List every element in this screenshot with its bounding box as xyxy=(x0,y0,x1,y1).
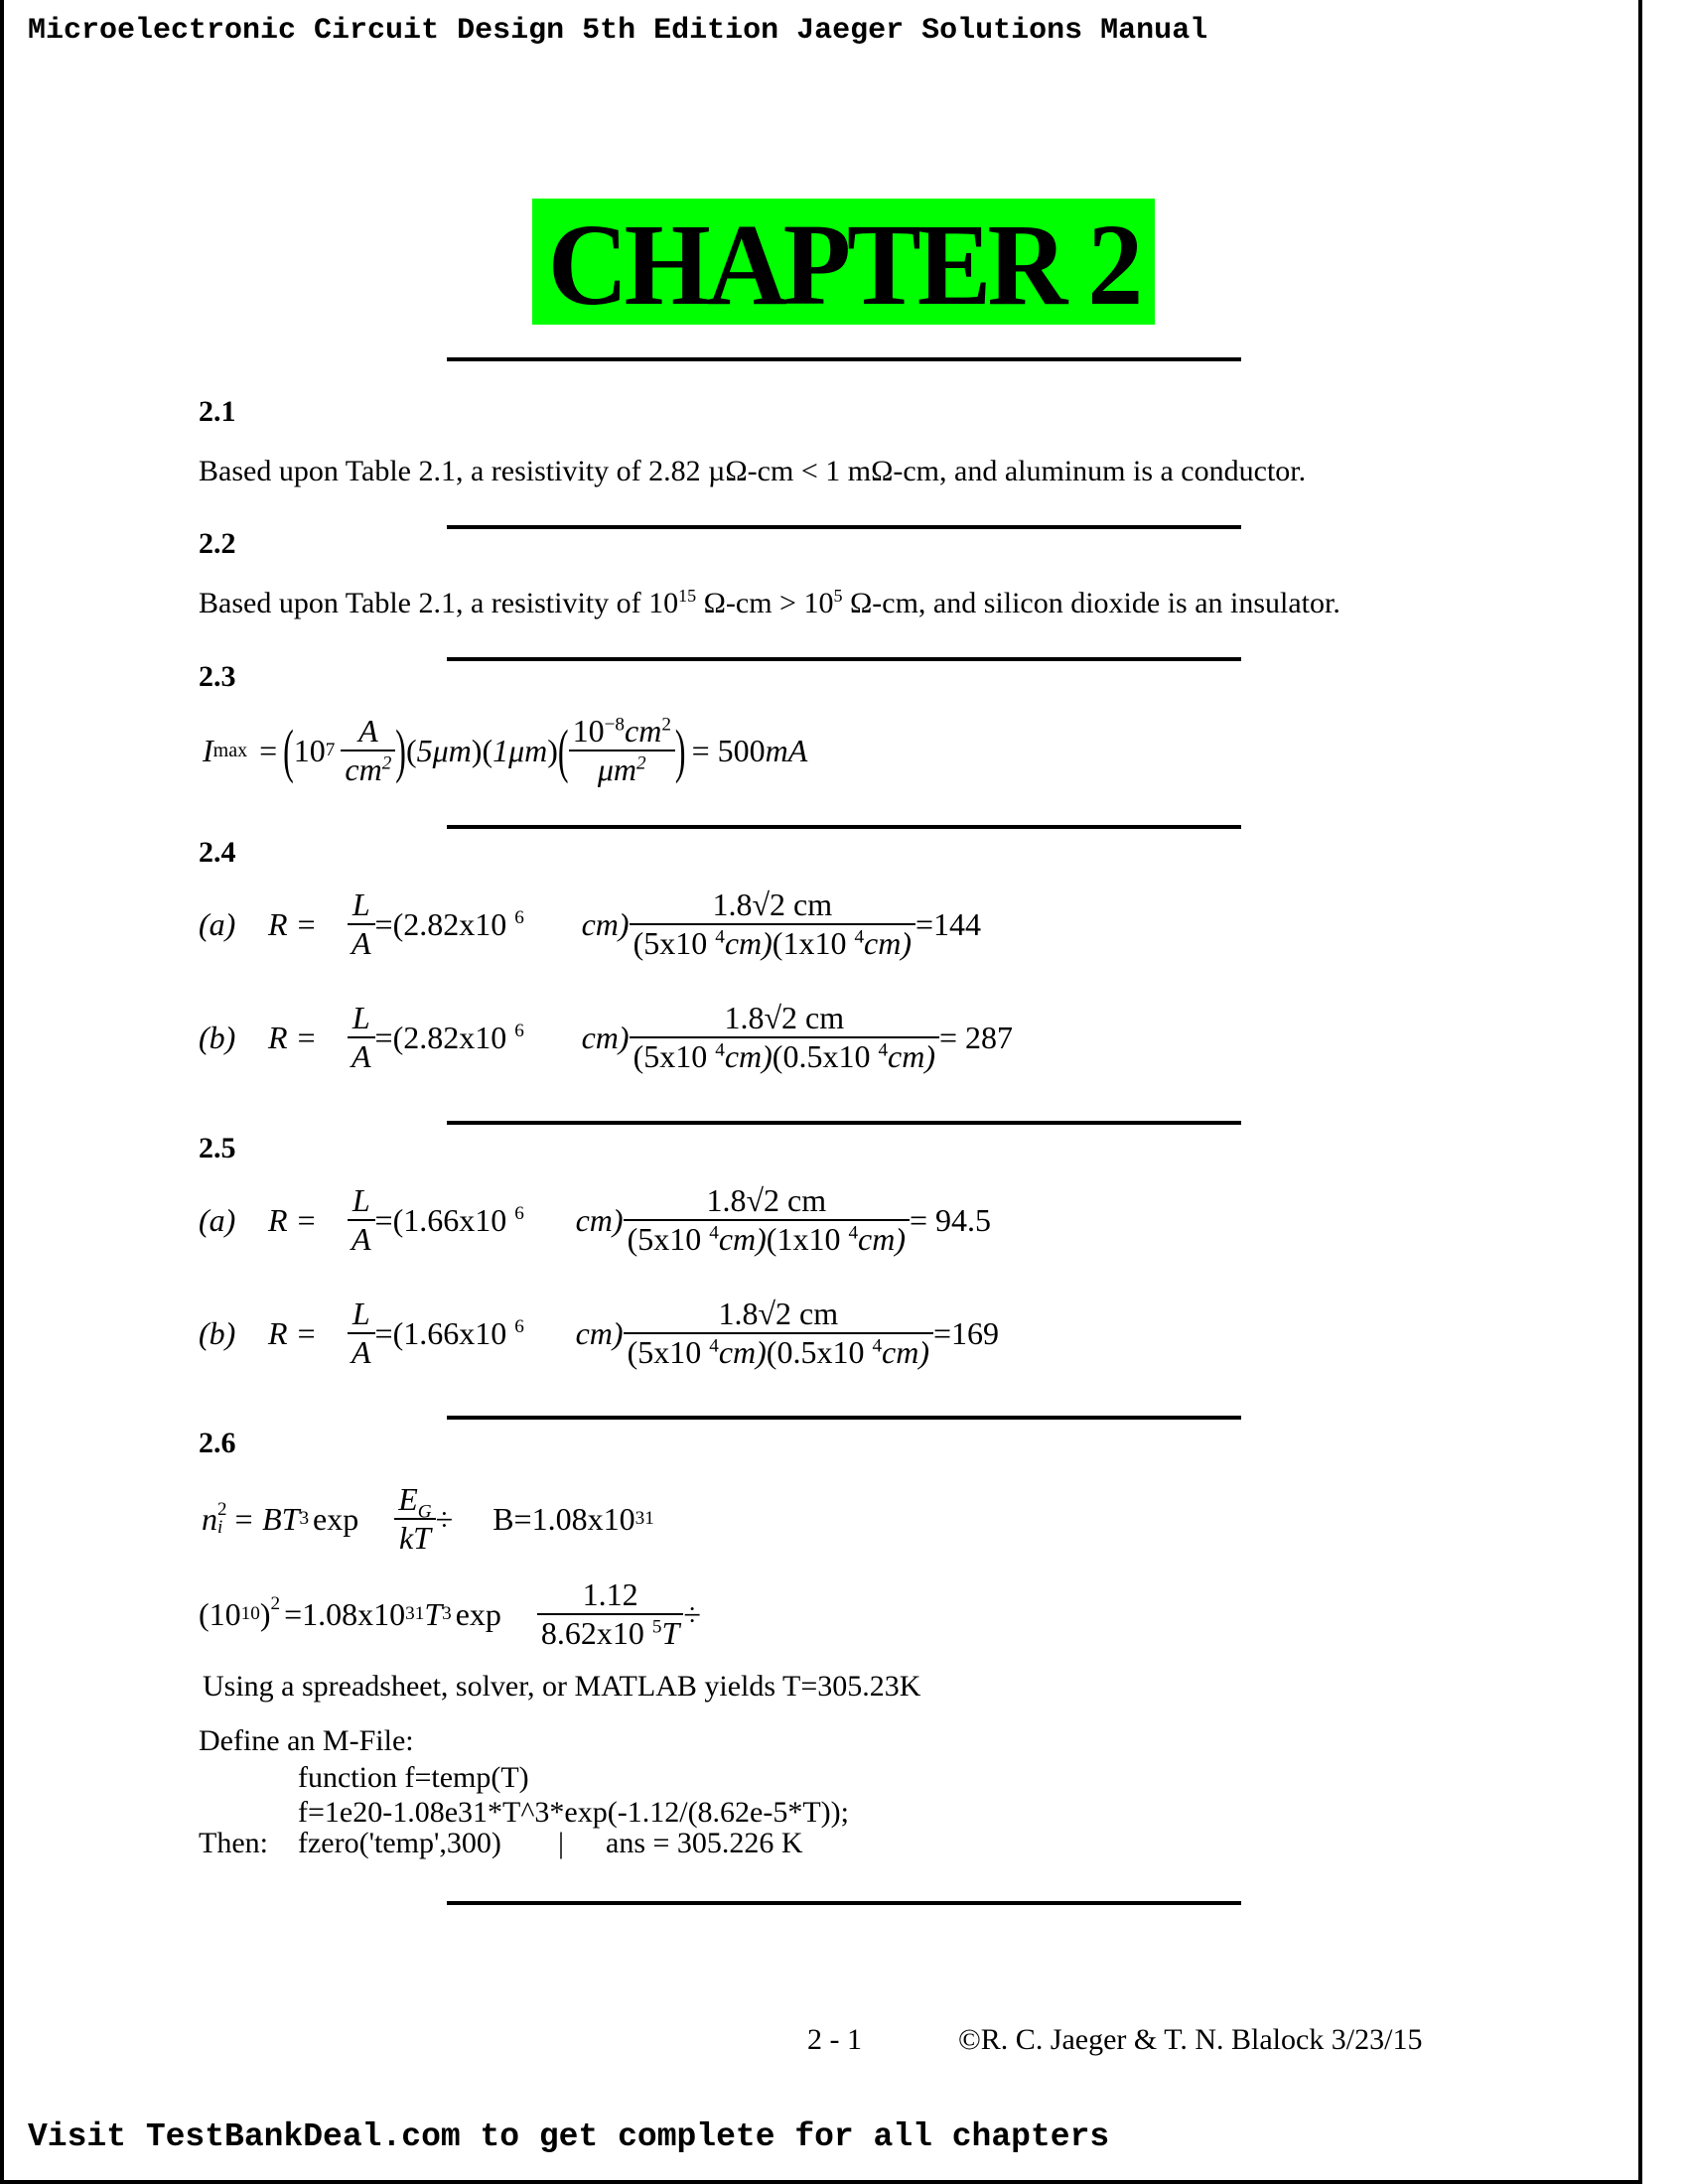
sub-sup xyxy=(217,1501,227,1537)
text-segment: Ω-cm > 10 xyxy=(696,587,834,619)
paren-close: ) xyxy=(547,732,558,768)
problem-2-6-equation-2: (10 10 ) $^2$ =1.08x10 31 T 3 exp $\frac{1.12}{8.62x10 ^5T}$ ÷ xyxy=(199,1576,701,1651)
den-unit: cm) xyxy=(718,1221,767,1257)
num-text: 10 xyxy=(572,713,605,749)
numerator: L xyxy=(352,1296,370,1331)
divider-rule xyxy=(447,1901,1241,1905)
den-text: (1x10 xyxy=(772,925,847,961)
exponent: 4 xyxy=(848,1222,859,1244)
exponent: 4 xyxy=(709,1335,719,1357)
eq-unit: mA xyxy=(765,732,808,768)
exponent: 4 xyxy=(872,1335,883,1357)
then-answer: ans = 305.226 K xyxy=(606,1827,803,1859)
numerator: 1.8√2 cm xyxy=(706,1182,827,1218)
denominator: A xyxy=(348,923,375,962)
eq-rhs: =1.08x10 xyxy=(284,1595,406,1632)
eq-equals: = xyxy=(374,1201,393,1238)
rho-value xyxy=(393,1020,542,1056)
problem-2-3-equation: I max = ( 10 7 $\frac{A}{cm^2}$ ) ( 5μm ) ( 1μm ) ( $\frac{10^{-8}cm^2}{\mu m^2}$ ) = 500 mA xyxy=(203,713,808,787)
eq-exp: exp xyxy=(455,1595,501,1632)
divider-rule xyxy=(447,825,1241,829)
den-unit: cm) xyxy=(888,1038,935,1074)
problem-2-2-text xyxy=(199,587,1340,620)
exponent: 4 xyxy=(715,1039,725,1061)
exponent: 6 xyxy=(514,1202,524,1224)
paren-close: ) xyxy=(259,1595,271,1632)
code-line-2: f=1e20-1.08e31*T^3*exp(-1.12/(8.62e-5*T)); xyxy=(298,1796,849,1829)
part-tag: (b) xyxy=(199,1314,236,1351)
code-line-1: function f=temp(T) xyxy=(298,1761,529,1794)
problem-label-2-5: 2.5 xyxy=(199,1132,236,1164)
rho-text: (1.66x10 xyxy=(392,1314,507,1351)
exponent: 4 xyxy=(709,1222,719,1244)
eq-lhs: R = xyxy=(268,1314,318,1351)
numerator xyxy=(569,713,675,750)
rho-unit: cm) xyxy=(581,1019,630,1055)
divider-rule xyxy=(447,357,1241,361)
divider-rule xyxy=(447,1121,1241,1125)
rho-unit: cm) xyxy=(575,1314,624,1351)
paren-open: ( xyxy=(482,732,493,768)
problem-2-5a-equation xyxy=(199,1177,991,1263)
exponent: 2 xyxy=(217,1499,227,1520)
eq-symbol: I xyxy=(203,732,213,768)
divider-rule xyxy=(447,1416,1241,1420)
rho-value xyxy=(393,906,542,943)
eq-result: = 287 xyxy=(939,1019,1014,1055)
page-border-right xyxy=(1638,0,1642,2184)
rho-unit: cm) xyxy=(575,1201,624,1238)
denominator xyxy=(537,1613,683,1652)
den-text: (5x10 xyxy=(627,1221,702,1257)
numerator: 1.8√2 cm xyxy=(712,887,833,922)
eq-lhs: R = xyxy=(268,1019,318,1055)
den-text: (5x10 xyxy=(633,1038,708,1074)
exponent: 15 xyxy=(678,586,697,606)
eq-symbol: n xyxy=(202,1500,217,1537)
rho-text: (2.82x10 xyxy=(392,1019,507,1055)
fraction xyxy=(630,1000,939,1075)
rho-value xyxy=(393,1315,542,1352)
den-text: (5x10 xyxy=(627,1334,702,1370)
then-command: fzero('temp',300) xyxy=(298,1827,501,1859)
eq-term: 5μm xyxy=(416,732,472,768)
den-text: (0.5x10 xyxy=(766,1334,865,1370)
denominator: A xyxy=(348,1332,375,1371)
eq-equals: = xyxy=(259,732,278,768)
problem-2-6-result-text: Using a spreadsheet, solver, or MATLAB yields T=305.23K xyxy=(203,1670,921,1703)
fraction xyxy=(348,887,375,962)
part-tag: (b) xyxy=(199,1019,236,1055)
exponent: 2 xyxy=(661,714,671,736)
exponent: 6 xyxy=(514,1315,524,1337)
den-unit: cm) xyxy=(718,1334,767,1370)
exponent: −8 xyxy=(604,714,625,736)
eq-rhs: = BT xyxy=(232,1500,300,1537)
fraction xyxy=(537,1576,683,1652)
fraction xyxy=(624,1296,933,1371)
problem-2-6-define-text: Define an M-File: xyxy=(199,1724,414,1757)
eq-result: = 500 xyxy=(691,732,766,768)
text-segment: Based upon Table 2.1, a resistivity of 10 xyxy=(199,587,679,619)
denominator xyxy=(341,750,395,788)
fraction xyxy=(624,1182,910,1258)
chapter-title: CHAPTER 2 xyxy=(547,200,1140,330)
eq-term: 1μm xyxy=(492,732,548,768)
text-segment: Ω-cm, and silicon dioxide is an insulator. xyxy=(842,587,1340,619)
denominator: A xyxy=(348,1219,375,1258)
paren-close: ) xyxy=(674,715,686,784)
paren-close: ) xyxy=(471,732,483,768)
subscript: i xyxy=(217,1517,223,1538)
denominator xyxy=(569,750,675,788)
numerator xyxy=(394,1481,435,1523)
den-text: 8.62x10 xyxy=(540,1615,644,1651)
num-text: cm xyxy=(625,713,662,749)
numerator: L xyxy=(352,1182,370,1218)
page-border-bottom xyxy=(0,2180,1642,2184)
rho-unit: cm) xyxy=(581,905,630,942)
problem-label-2-2: 2.2 xyxy=(199,527,236,560)
denominator xyxy=(624,1332,933,1371)
fraction xyxy=(348,1182,375,1258)
eq-equals: = xyxy=(374,1314,393,1351)
page-border-left xyxy=(0,0,4,2184)
numerator: L xyxy=(352,887,370,922)
problem-2-6-then-line xyxy=(199,1827,803,1860)
eq-lhs: (10 xyxy=(199,1595,241,1632)
fraction xyxy=(341,713,395,788)
numerator: 1.8√2 cm xyxy=(724,1000,845,1035)
numerator: L xyxy=(352,1000,370,1035)
exponent: 4 xyxy=(715,926,725,948)
den-unit: cm) xyxy=(858,1221,906,1257)
problem-2-4b-equation xyxy=(199,995,1013,1080)
problem-2-6-equation-1: n 2 i = BT 3 exp $\frac{E_G}{kT}$ ÷ B=1.08x10 31 xyxy=(202,1481,654,1556)
eq-exp: exp xyxy=(313,1500,359,1537)
rho-value xyxy=(393,1202,542,1239)
part-tag: (a) xyxy=(199,1201,236,1238)
eq-result: = 94.5 xyxy=(910,1201,992,1238)
problem-2-4a-equation xyxy=(199,882,981,967)
problem-label-2-4: 2.4 xyxy=(199,836,236,869)
exponent: 2 xyxy=(381,752,392,774)
eq-equals: = xyxy=(374,905,393,942)
paren-close: ) xyxy=(395,715,406,784)
copyright-notice: ©R. C. Jaeger & T. N. Blalock 3/23/15 xyxy=(958,2023,1423,2056)
eq-equals: = xyxy=(374,1019,393,1055)
exponent: 5 xyxy=(833,586,843,606)
eq-result: =169 xyxy=(933,1314,1000,1351)
eq-symbol: T xyxy=(424,1595,443,1632)
fraction xyxy=(630,887,915,962)
den-unit: cm) xyxy=(864,925,912,961)
problem-label-2-6: 2.6 xyxy=(199,1427,236,1459)
fraction xyxy=(348,1000,375,1075)
problem-2-1-text: Based upon Table 2.1, a resistivity of 2.82 µΩ-cm < 1 mΩ-cm, and aluminum is a conductor. xyxy=(199,455,1307,487)
denominator xyxy=(630,923,915,962)
den-text: (1x10 xyxy=(766,1221,841,1257)
paren-open: ( xyxy=(557,715,569,784)
problem-label-2-3: 2.3 xyxy=(199,660,236,693)
problem-2-5b-equation xyxy=(199,1291,999,1376)
eq-constant: B=1.08x10 xyxy=(492,1500,635,1537)
den-symbol: T xyxy=(661,1615,680,1651)
numerator: 1.8√2 cm xyxy=(718,1296,839,1331)
exponent: 5 xyxy=(651,1616,662,1638)
eq-lhs: R = xyxy=(268,1201,318,1238)
fraction xyxy=(394,1481,435,1557)
divider-rule xyxy=(447,657,1241,661)
eq-divide: ÷ xyxy=(435,1500,454,1537)
fraction xyxy=(569,713,675,788)
exponent: 2 xyxy=(636,752,646,774)
paren-open: ( xyxy=(405,732,417,768)
part-tag: (a) xyxy=(199,905,236,942)
exponent: 4 xyxy=(878,1039,889,1061)
eq-lhs: R = xyxy=(268,905,318,942)
den-unit: cm) xyxy=(724,1038,773,1074)
exponent: 6 xyxy=(514,906,524,928)
then-label: Then: xyxy=(199,1827,268,1859)
exponent: 4 xyxy=(854,926,865,948)
eq-divide: ÷ xyxy=(683,1595,701,1632)
denominator xyxy=(624,1219,910,1258)
problem-label-2-1: 2.1 xyxy=(199,395,236,428)
numerator: A xyxy=(358,713,378,749)
footer-banner: Visit TestBankDeal.com to get complete for all chapters xyxy=(28,2118,1110,2155)
subscript: G xyxy=(417,1501,432,1523)
page-number: 2 - 1 xyxy=(807,2023,862,2056)
denominator: kT xyxy=(394,1518,435,1557)
rho-text: (1.66x10 xyxy=(392,1201,507,1238)
header-banner: Microelectronic Circuit Design 5th Edition Jaeger Solutions Manual xyxy=(28,14,1208,48)
denominator: A xyxy=(348,1036,375,1075)
eq-result: =144 xyxy=(915,905,982,942)
den-text: cm xyxy=(345,751,382,787)
numerator: 1.12 xyxy=(582,1576,638,1612)
num-text: E xyxy=(398,1481,418,1517)
paren-open: ( xyxy=(283,715,294,784)
den-text: μm xyxy=(597,751,637,787)
divider-rule xyxy=(447,525,1241,529)
chapter-title-box xyxy=(532,199,1155,330)
eq-term: 10 xyxy=(293,732,326,768)
denominator xyxy=(630,1036,939,1075)
exponent: 6 xyxy=(514,1020,524,1041)
rho-text: (2.82x10 xyxy=(392,905,507,942)
den-unit: cm) xyxy=(882,1334,929,1370)
fraction xyxy=(348,1296,375,1371)
separator: | xyxy=(558,1827,565,1859)
den-unit: cm) xyxy=(724,925,773,961)
den-text: (0.5x10 xyxy=(772,1038,871,1074)
den-text: (5x10 xyxy=(633,925,708,961)
